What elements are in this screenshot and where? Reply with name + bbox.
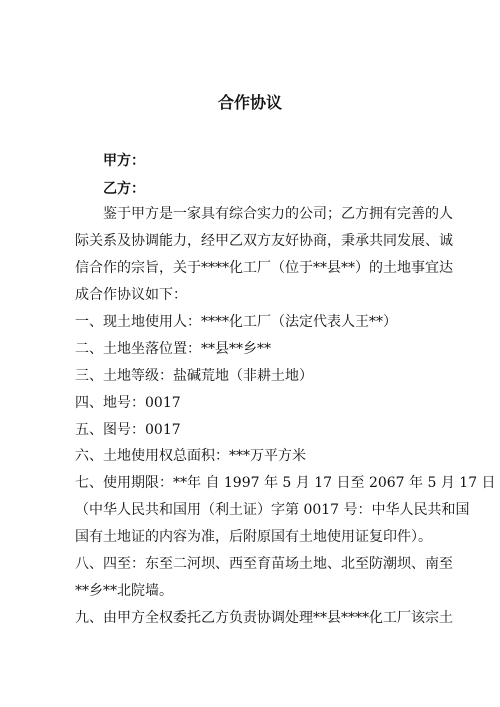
preamble-line: 信合作的宗旨，关于****化工厂（位于**县**）的土地事宜达	[75, 260, 453, 276]
clause-line: **乡**北院墙。	[75, 583, 173, 599]
clause-line: 国有土地证的内容为准，后附原国有土地使用证复印件）。	[75, 529, 432, 545]
party-a-label: 甲方：	[103, 153, 145, 169]
clause-line: 八、四至：东至二河坝、西至育苗场土地、北至防潮坝、南至	[75, 556, 453, 572]
clause-line: 六、土地使用权总面积：***万平方米	[75, 448, 306, 464]
clause-line: 九、由甲方全权委托乙方负责协调处理**县****化工厂该宗土	[75, 610, 453, 626]
party-b-label: 乙方：	[103, 181, 145, 197]
preamble-line: 成合作协议如下：	[75, 287, 187, 303]
clause-line: （中华人民共和国用（利土证）字第 0017 号：中华人民共和国	[75, 502, 470, 518]
preamble-line: 鉴于甲方是一家具有综合实力的公司；乙方拥有完善的人	[103, 206, 453, 222]
clause-line: 二、土地坐落位置：**县**乡**	[75, 341, 271, 357]
document-title: 合作协议	[217, 93, 282, 112]
clause-line: 四、地号：0017	[75, 395, 181, 411]
clause-line: 五、图号：0017	[75, 422, 181, 438]
preamble-line: 际关系及协调能力，经甲乙双方友好协商，秉承共同发展、诚	[75, 233, 453, 249]
clause-line: 三、土地等级：盐碱荒地（非耕土地）	[75, 368, 313, 384]
clause-line: 七、使用期限：**年 自 1997 年 5 月 17 日至 2067 年 5 月 17 日	[75, 475, 496, 491]
clause-line: 一、现土地使用人：****化工厂（法定代表人王**）	[75, 314, 397, 330]
